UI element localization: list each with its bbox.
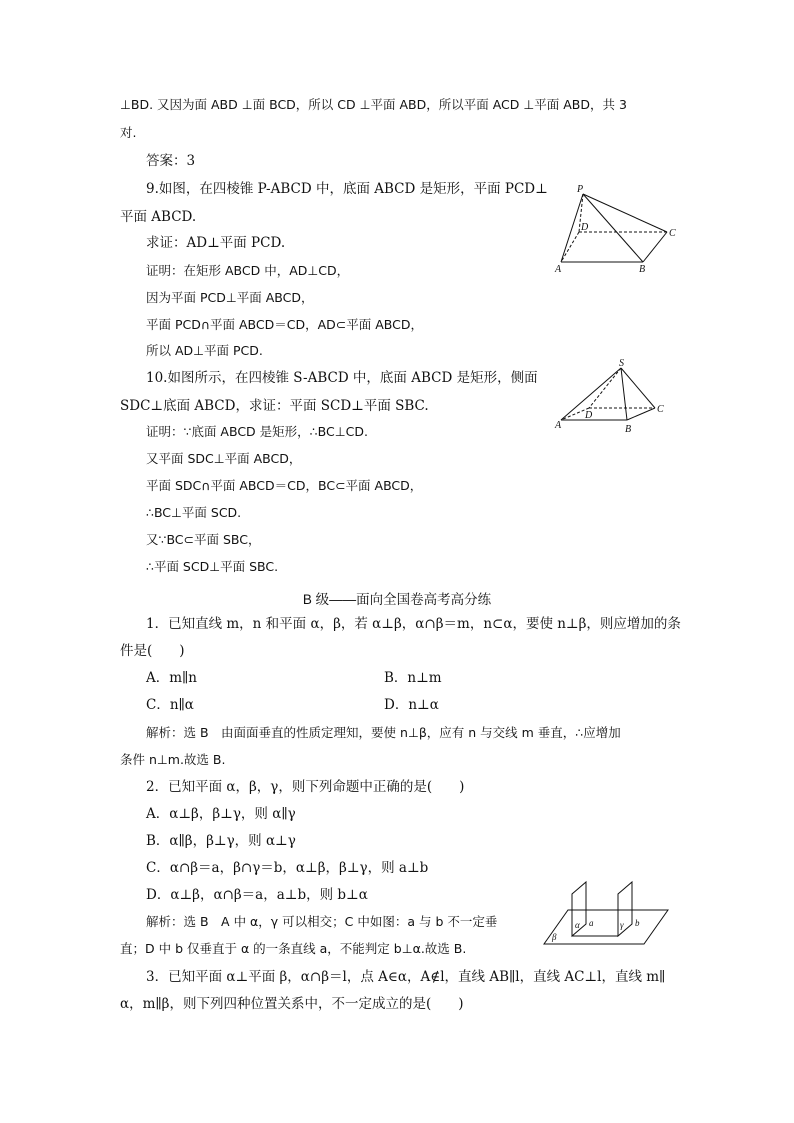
proof-line: 又平面 SDC⊥平面 ABCD， <box>146 451 302 466</box>
option-b: B．n⊥m <box>384 670 442 686</box>
solution-line: 解析：选 B 由面面垂直的性质定理知，要使 n⊥β，应有 n 与交线 m 垂直，∴应增加 <box>146 725 621 740</box>
question-b3-stem: 3．已知平面 α⊥平面 β，α∩β＝l，点 A∈α，A∉l，直线 AB∥l，直线 AC⊥l，直线 m∥ <box>146 969 666 985</box>
line-label: b <box>635 918 640 928</box>
option-d: D．n⊥α <box>384 697 439 713</box>
option-a: A．α⊥β，β⊥γ，则 α∥γ <box>146 806 296 822</box>
proof-line: 平面 SDC∩平面 ABCD＝CD，BC⊂平面 ABCD， <box>146 478 423 493</box>
question-b1-stem: 1．已知直线 m，n 和平面 α，β，若 α⊥β，α∩β＝m，n⊂α，要使 n⊥β，则应增加的条 <box>146 616 681 632</box>
pyramid-figure-pabcd <box>555 184 676 278</box>
vertex-label: B <box>625 424 632 435</box>
question-9-prove: 求证：AD⊥平面 PCD. <box>146 235 286 251</box>
pyramid-figure-sabcd <box>555 358 675 435</box>
proof-line: 证明：在矩形 ABCD 中，AD⊥CD， <box>146 263 350 278</box>
proof-line: 又∵BC⊂平面 SBC， <box>146 532 261 547</box>
proof-line: 平面 PCD∩平面 ABCD＝CD，AD⊂平面 ABCD， <box>146 317 423 332</box>
question-10-stem-cont: SDC⊥底面 ABCD，求证：平面 SCD⊥平面 SBC. <box>120 398 429 414</box>
vertex-label: A <box>555 420 562 431</box>
option-d: D．α⊥β，α∩β＝a，a⊥b，则 b⊥α <box>146 887 368 903</box>
option-c: C．α∩β＝a，β∩γ＝b，α⊥β，β⊥γ，则 a⊥b <box>146 860 429 876</box>
solution-line: 条件 n⊥m.故选 B. <box>120 752 226 767</box>
question-b2-stem: 2．已知平面 α，β，γ，则下列命题中正确的是( ) <box>146 779 465 795</box>
vertex-label: C <box>669 228 676 239</box>
option-b: B．α∥β，β⊥γ，则 α⊥γ <box>146 833 296 849</box>
vertex-label: D <box>581 222 589 233</box>
planes-figure <box>542 880 672 948</box>
option-c: C．n∥α <box>146 697 194 713</box>
answer-line: 答案：3 <box>146 153 196 169</box>
proof-line: 因为平面 PCD⊥平面 ABCD， <box>146 290 314 305</box>
vertex-label: P <box>577 184 584 195</box>
question-b1-stem-cont: 件是( ) <box>120 643 185 659</box>
option-a: A．m∥n <box>146 670 197 686</box>
question-b3-stem-cont: α，m∥β，则下列四种位置关系中，不一定成立的是( ) <box>120 996 464 1012</box>
vertex-label: C <box>657 404 664 415</box>
text-line: ⊥BD. 又因为面 ABD ⊥面 BCD，所以 CD ⊥平面 ABD，所以平面 ACD ⊥平面 ABD，共 3 <box>120 97 627 112</box>
plane-label: β <box>552 932 557 942</box>
question-9-stem: 9.如图，在四棱锥 P-ABCD 中，底面 ABCD 是矩形，平面 PCD⊥ <box>146 181 548 197</box>
question-10-stem: 10.如图所示，在四棱锥 S-ABCD 中，底面 ABCD 是矩形，侧面 <box>146 370 538 386</box>
vertex-label: S <box>619 358 624 369</box>
solution-line: 直；D 中 b 仅垂直于 α 的一条直线 a，不能判定 b⊥α.故选 B. <box>120 941 467 956</box>
proof-line: ∴BC⊥平面 SCD. <box>146 505 242 520</box>
plane-label: α <box>575 920 580 930</box>
text-line: 对. <box>120 125 137 140</box>
proof-line: 所以 AD⊥平面 PCD. <box>146 343 263 358</box>
solution-line: 解析：选 B A 中 α，γ 可以相交；C 中如图：a 与 b 不一定垂 <box>146 914 498 929</box>
vertex-label: D <box>585 410 593 421</box>
vertex-label: B <box>639 264 646 275</box>
plane-label: γ <box>620 920 624 930</box>
vertex-label: A <box>555 264 562 275</box>
proof-line: ∴平面 SCD⊥平面 SBC. <box>146 559 279 574</box>
line-label: a <box>589 918 594 928</box>
proof-line: 证明：∵底面 ABCD 是矩形，∴BC⊥CD. <box>146 424 368 439</box>
question-9-stem-cont: 平面 ABCD. <box>120 209 197 225</box>
section-heading: B 级——面向全国卷高考高分练 <box>302 592 492 607</box>
